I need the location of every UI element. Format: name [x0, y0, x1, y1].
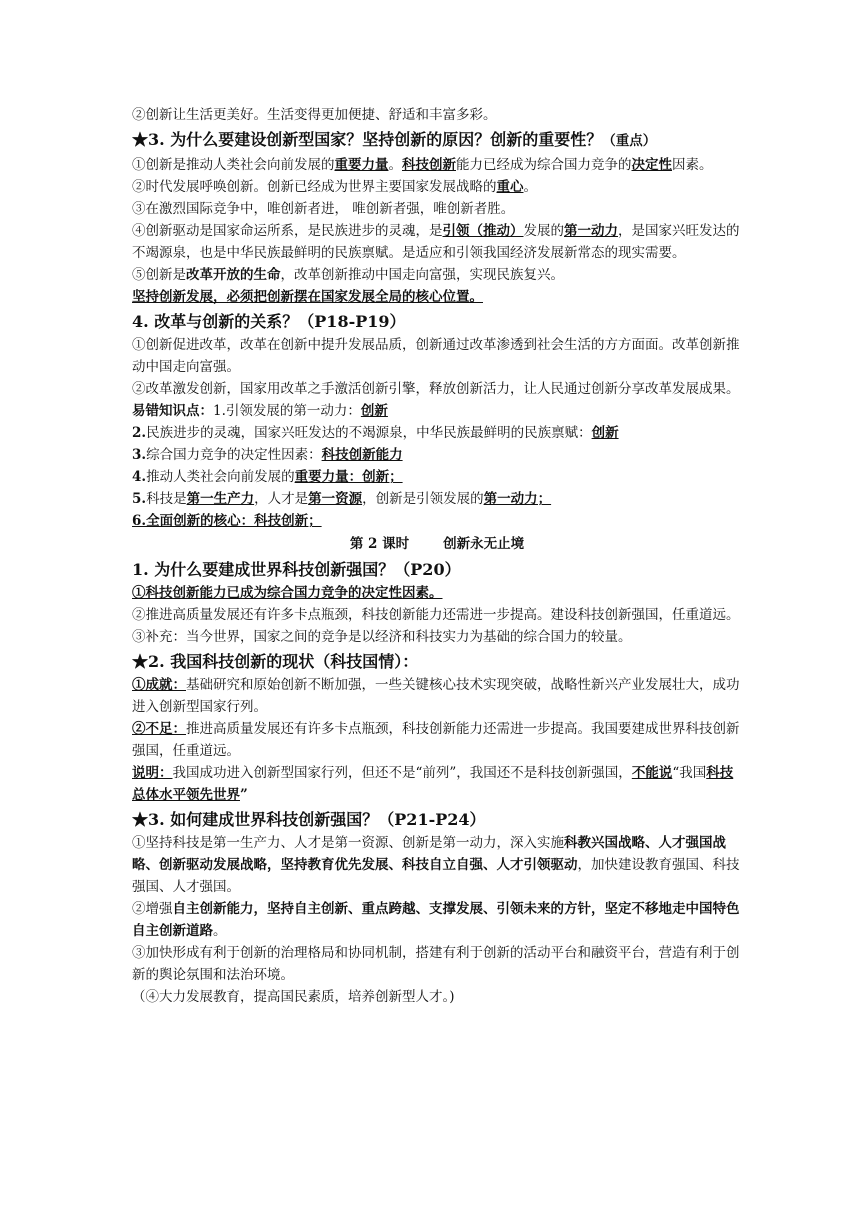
text-run: 。	[388, 157, 402, 173]
text-run: ②时代发展呼唤创新。创新已经成为世界主要国家发展战略的	[132, 179, 497, 195]
text-paragraph	[132, 604, 742, 626]
text-run: 因素。	[672, 157, 713, 173]
text-run: 创新	[360, 403, 388, 419]
section-heading	[132, 807, 742, 832]
section-heading	[132, 557, 742, 582]
text-run: 。	[523, 179, 537, 195]
text-paragraph	[132, 898, 742, 942]
text-run: 科技创新能力	[321, 447, 403, 463]
text-paragraph	[132, 264, 742, 286]
text-run: 我国成功进入创新型国家行列，但还不是“前列”，我国还不是科技创新强国，	[172, 765, 632, 781]
text-run: ①创新促进改革，改革在创新中提升发展品质，创新通过改革渗透到社会生活的方方面面。改革创新推动中国走向富强。	[132, 337, 740, 375]
text-run: 不能说	[631, 765, 673, 781]
text-run: 。	[213, 923, 227, 939]
text-run: ①成就：	[132, 677, 186, 693]
text-run: ”	[240, 787, 248, 803]
text-paragraph	[132, 220, 742, 264]
text-run: ③在激烈国际竞争中，唯创新者进， 唯创新者强，唯创新者胜。	[132, 201, 515, 217]
text-paragraph	[132, 466, 742, 488]
text-run: 创新永无止境	[443, 536, 525, 552]
text-run: 科教兴国战略、人才强国战略、创新驱动发展战略，坚持教育优先发展、科技自立自强、人才引领驱动	[132, 835, 726, 873]
text-run: 2.	[132, 425, 147, 441]
text-run: 3.	[132, 447, 147, 463]
text-run: 第一动力	[564, 223, 618, 239]
text-paragraph	[132, 198, 742, 220]
text-run: 重心	[496, 179, 524, 195]
text-run: ④创新驱动是国家命运所系，是民族进步的灵魂，是	[132, 223, 443, 239]
text-run: （④大力发展教育，提高国民素质，培养创新型人才。)	[132, 989, 455, 1005]
text-run: 引领（推动）	[442, 223, 524, 239]
text-run: 综合国力竞争的决定性因素：	[146, 447, 322, 463]
text-paragraph	[132, 154, 742, 176]
text-run: ①科技创新能力已成为综合国力竞争的决定性因素。	[132, 585, 443, 601]
text-run: ①创新是推动人类社会向前发展的	[132, 157, 335, 173]
text-paragraph	[132, 286, 742, 308]
text-run: 民族进步的灵魂，国家兴旺发达的不竭源泉，中华民族最鲜明的民族禀赋：	[146, 425, 592, 441]
text-run: ③加快形成有利于创新的治理格局和协同机制，搭建有利于创新的活动平台和融资平台，营造有利于创新的舆论氛围和法治环境。	[132, 945, 740, 983]
text-run: ★3. 为什么要建设创新型国家？坚持创新的原因？创新的重要性？	[132, 130, 603, 149]
text-run: 第一资源	[308, 491, 363, 507]
text-run: 1. 为什么要建成世界科技创新强国？（P20）	[132, 560, 461, 579]
text-run: ②不足：	[132, 721, 186, 737]
text-paragraph	[132, 674, 742, 718]
text-run: 第一动力；	[483, 491, 552, 507]
text-run: ②增强	[132, 901, 173, 917]
section-heading	[132, 309, 742, 334]
text-run: 科技总体水平领先世界	[132, 765, 734, 803]
text-run: 发展的	[523, 223, 564, 239]
text-paragraph	[132, 626, 742, 648]
text-run: ，加快建设教育强国、科技强国、人才强国。	[132, 857, 740, 895]
text-paragraph	[132, 176, 742, 198]
text-run: 重要力量	[334, 157, 389, 173]
text-run: （重点）	[602, 133, 657, 149]
text-run: 4.	[132, 469, 147, 485]
lesson-title	[132, 532, 742, 556]
text-run: 6.全面创新的核心：科技创新；	[132, 513, 322, 529]
text-run: ②改革激发创新，国家用改革之手激活创新引擎，释放创新活力，让人民通过创新分享改革发展成果。	[132, 381, 740, 397]
text-run: “我国	[672, 765, 707, 781]
text-run: 能力已经成为综合国力竞争的	[456, 157, 632, 173]
text-run: 易错知识点：	[132, 403, 213, 419]
text-run: ，人才是	[254, 491, 309, 507]
text-run: 1.引领发展的第一动力：	[213, 403, 361, 419]
text-run: ，改革创新推动中国走向富强，实现民族复兴。	[280, 267, 564, 283]
text-paragraph	[132, 104, 742, 126]
text-run: ，是国家兴旺发达的不竭源泉，也是中华民族最鲜明的民族禀赋。是适应和引领我国经济发展新常态的现实需要。	[132, 223, 740, 261]
text-paragraph	[132, 378, 742, 400]
text-paragraph	[132, 444, 742, 466]
section-heading	[132, 649, 742, 674]
text-run: 决定性	[631, 157, 672, 173]
text-paragraph	[132, 422, 742, 444]
text-run: ②创新让生活更美好。生活变得更加便捷、舒适和丰富多彩。	[132, 107, 497, 123]
text-paragraph	[132, 400, 742, 422]
text-paragraph	[132, 582, 742, 604]
text-run: 第一生产力	[186, 491, 255, 507]
text-run: ★3. 如何建成世界科技创新强国？（P21-P24）	[132, 810, 486, 829]
text-run: 自主创新能力，坚持自主创新、重点跨越、支撑发展、引领未来的方针，坚定不移地走中国特色自主创新道路	[132, 901, 740, 939]
text-run: 4. 改革与创新的关系？（P18-P19）	[132, 312, 406, 331]
text-run: ②推进高质量发展还有许多卡点瓶颈，科技创新能力还需进一步提高。建设科技创新强国，任重道远。	[132, 607, 740, 623]
text-paragraph	[132, 488, 742, 510]
text-run: ★2. 我国科技创新的现状（科技国情）：	[132, 652, 419, 671]
section-heading	[132, 127, 742, 154]
text-run: 基础研究和原始创新不断加强，一些关键核心技术实现突破，战略性新兴产业发展壮大，成功进入创新型国家行列。	[132, 677, 740, 715]
document-page	[132, 104, 742, 1008]
text-run: 科技是	[146, 491, 187, 507]
text-paragraph	[132, 718, 742, 762]
text-run: 推动人类社会向前发展的	[146, 469, 295, 485]
text-run: 科技创新	[402, 157, 456, 173]
text-run: 第 2 课时	[349, 536, 410, 552]
text-paragraph	[132, 510, 742, 532]
text-paragraph	[132, 832, 742, 898]
text-paragraph	[132, 334, 742, 378]
text-run: ①坚持科技是第一生产力、人才是第一资源、创新是第一动力，深入实施	[132, 835, 564, 851]
text-paragraph	[132, 942, 742, 986]
text-run: 创新	[591, 425, 619, 441]
text-paragraph	[132, 762, 742, 806]
text-run: 推进高质量发展还有许多卡点瓶颈，科技创新能力还需进一步提高。我国要建成世界科技创新强国，任重道远。	[132, 721, 740, 759]
text-run: 坚持创新发展，必须把创新摆在国家发展全局的核心位置。	[132, 289, 483, 305]
text-run: 说明：	[132, 765, 173, 781]
text-run: ⑤创新是	[132, 267, 186, 283]
text-run: 改革开放的生命	[186, 267, 281, 283]
text-paragraph	[132, 986, 742, 1008]
text-run: ，创新是引领发展的	[362, 491, 484, 507]
text-run: 重要力量：创新；	[294, 469, 403, 485]
text-run: ③补充：当今世界，国家之间的竞争是以经济和科技实力为基础的综合国力的较量。	[132, 629, 632, 645]
text-run: 5.	[132, 491, 147, 507]
